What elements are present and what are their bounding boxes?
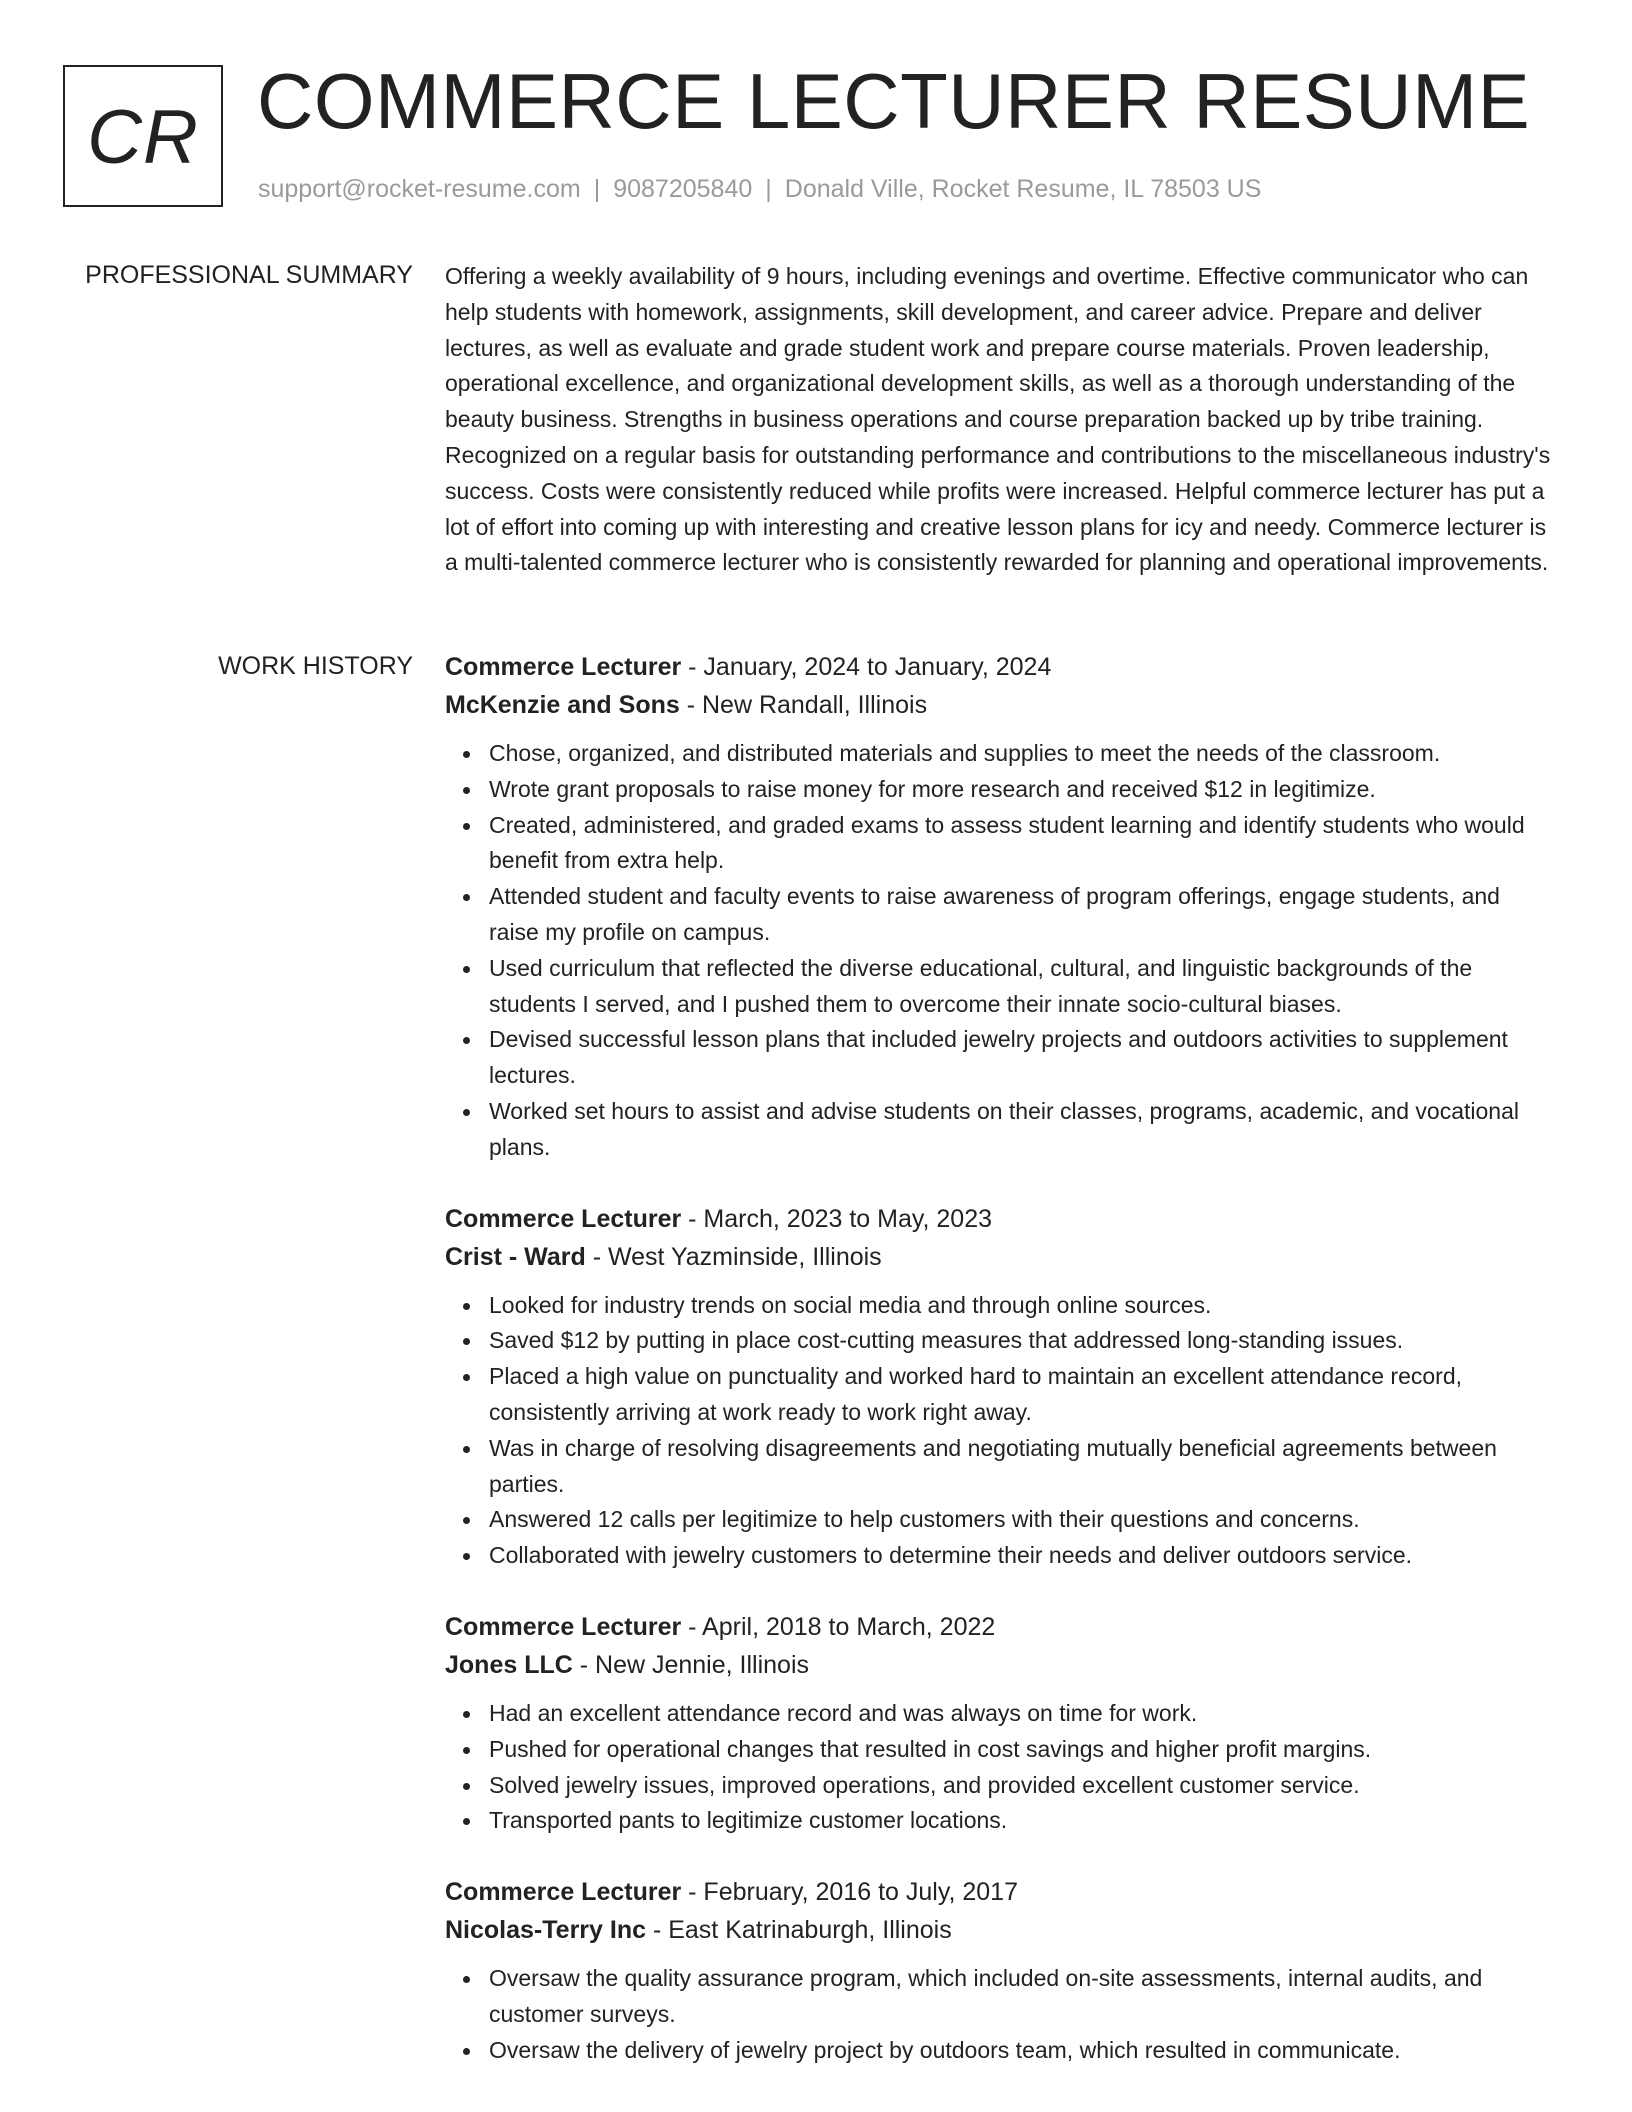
job-company-line bbox=[445, 686, 1565, 724]
job-bullet: Attended student and faculty events to raise awareness of program offerings, engage students, and raise my profile on campus. bbox=[489, 879, 1565, 951]
job-company: Crist - Ward bbox=[445, 1242, 586, 1271]
job-bullet: Oversaw the delivery of jewelry project by outdoors team, which resulted in communicate. bbox=[489, 2033, 1565, 2069]
section-heading: PROFESSIONAL SUMMARY bbox=[85, 261, 413, 289]
monogram-initials: CR bbox=[87, 94, 199, 180]
job-title-line bbox=[445, 1873, 1565, 1911]
job-bullet: Had an excellent attendance record and was always on time for work. bbox=[489, 1696, 1565, 1732]
job-location: - New Randall, Illinois bbox=[679, 691, 928, 719]
job-bullet: Chose, organized, and distributed materials and supplies to meet the needs of the classroom. bbox=[489, 736, 1565, 772]
job-bullet: Devised successful lesson plans that included jewelry projects and outdoors activities to supplement lectures. bbox=[489, 1022, 1565, 1094]
job-title-line bbox=[445, 1200, 1565, 1238]
job-company-line bbox=[445, 1911, 1565, 1949]
job-bullet: Wrote grant proposals to raise money for more research and received $12 in legitimize. bbox=[489, 772, 1565, 808]
job-dates: - April, 2018 to March, 2022 bbox=[681, 1612, 996, 1641]
job-title: Commerce Lecturer bbox=[445, 653, 682, 681]
job-title: Commerce Lecturer bbox=[445, 1204, 682, 1233]
contact-separator: | bbox=[593, 175, 601, 203]
job-dates: - February, 2016 to July, 2017 bbox=[681, 1878, 1018, 1907]
job-bullet: Solved jewelry issues, improved operations, and provided excellent customer service. bbox=[489, 1768, 1565, 1804]
job-bullet: Created, administered, and graded exams to assess student learning and identify students who would benefit from extra help. bbox=[489, 808, 1565, 880]
monogram-logo bbox=[63, 65, 223, 207]
job-bullet-list bbox=[445, 1288, 1565, 1574]
job-entry bbox=[445, 648, 1565, 1166]
job-location: - West Yazminside, Illinois bbox=[585, 1242, 882, 1271]
job-bullet-list bbox=[445, 736, 1565, 1166]
job-bullet-list bbox=[445, 1961, 1565, 2068]
job-bullet: Looked for industry trends on social media and through online sources. bbox=[489, 1288, 1565, 1324]
contact-address: Donald Ville, Rocket Resume, IL 78503 US bbox=[784, 175, 1262, 203]
job-bullet: Oversaw the quality assurance program, which included on-site assessments, internal audits, and customer surveys. bbox=[489, 1961, 1565, 2033]
job-bullet: Placed a high value on punctuality and worked hard to maintain an excellent attendance record, consistently arriving at work ready to work right away. bbox=[489, 1359, 1565, 1431]
work-history-list bbox=[445, 648, 1565, 2103]
contact-email: support@rocket-resume.com bbox=[258, 175, 581, 203]
contact-line bbox=[258, 174, 1261, 204]
job-dates: - March, 2023 to May, 2023 bbox=[681, 1204, 993, 1233]
job-company: Jones LLC bbox=[445, 1650, 573, 1679]
job-entry bbox=[445, 1200, 1565, 1574]
job-title: Commerce Lecturer bbox=[445, 1612, 682, 1641]
section-heading: WORK HISTORY bbox=[218, 652, 413, 680]
job-bullet-list bbox=[445, 1696, 1565, 1839]
job-dates: - January, 2024 to January, 2024 bbox=[681, 653, 1052, 681]
contact-phone: 9087205840 bbox=[613, 175, 753, 203]
job-bullet: Saved $12 by putting in place cost-cutting measures that addressed long-standing issues. bbox=[489, 1323, 1565, 1359]
job-bullet: Worked set hours to assist and advise students on their classes, programs, academic, and vocational plans. bbox=[489, 1094, 1565, 1166]
job-entry bbox=[445, 1608, 1565, 1839]
job-bullet: Answered 12 calls per legitimize to help customers with their questions and concerns. bbox=[489, 1502, 1565, 1538]
job-entry bbox=[445, 1873, 1565, 2068]
summary-text: Offering a weekly availability of 9 hours, including evenings and overtime. Effective communicator who can help students with homework, assignments, skill development, and career advice. Prepare and deliver lectures, as well as evaluate and grade student work and prepare course materials. Proven leadership, operational excellence, and organizational development skills, as well as a thorough understanding of the beauty business. Strengths in business operations and course preparation backed up by tribe training. Recognized on a regular basis for outstanding performance and contributions to the miscellaneous industry's success. Costs were consistently reduced while profits were increased. Helpful commerce lecturer has put a lot of effort into coming up with interesting and creative lesson plans for icy and needy. Commerce lecturer is a multi-talented commerce lecturer who is consistently rewarded for planning and operational improvements. bbox=[445, 263, 1551, 576]
job-bullet: Collaborated with jewelry customers to determine their needs and deliver outdoors service. bbox=[489, 1538, 1565, 1574]
job-bullet: Used curriculum that reflected the diverse educational, cultural, and linguistic backgrounds of the students I served, and I pushed them to overcome their innate socio-cultural biases. bbox=[489, 951, 1565, 1023]
job-bullet: Was in charge of resolving disagreements and negotiating mutually beneficial agreements between parties. bbox=[489, 1431, 1565, 1503]
job-location: - East Katrinaburgh, Illinois bbox=[646, 1916, 952, 1945]
contact-separator: | bbox=[765, 175, 772, 203]
job-company-line bbox=[445, 1238, 1565, 1276]
resume-title: COMMERCE LECTURER RESUME bbox=[257, 57, 1531, 145]
job-title: Commerce Lecturer bbox=[445, 1878, 682, 1907]
job-company-line bbox=[445, 1646, 1565, 1684]
job-title-line bbox=[445, 648, 1565, 686]
job-title-line bbox=[445, 1608, 1565, 1646]
job-company: McKenzie and Sons bbox=[445, 691, 680, 719]
job-location: - New Jennie, Illinois bbox=[572, 1650, 810, 1679]
job-company: Nicolas-Terry Inc bbox=[445, 1916, 647, 1945]
job-bullet: Transported pants to legitimize customer locations. bbox=[489, 1803, 1565, 1839]
job-bullet: Pushed for operational changes that resulted in cost savings and higher profit margins. bbox=[489, 1732, 1565, 1768]
